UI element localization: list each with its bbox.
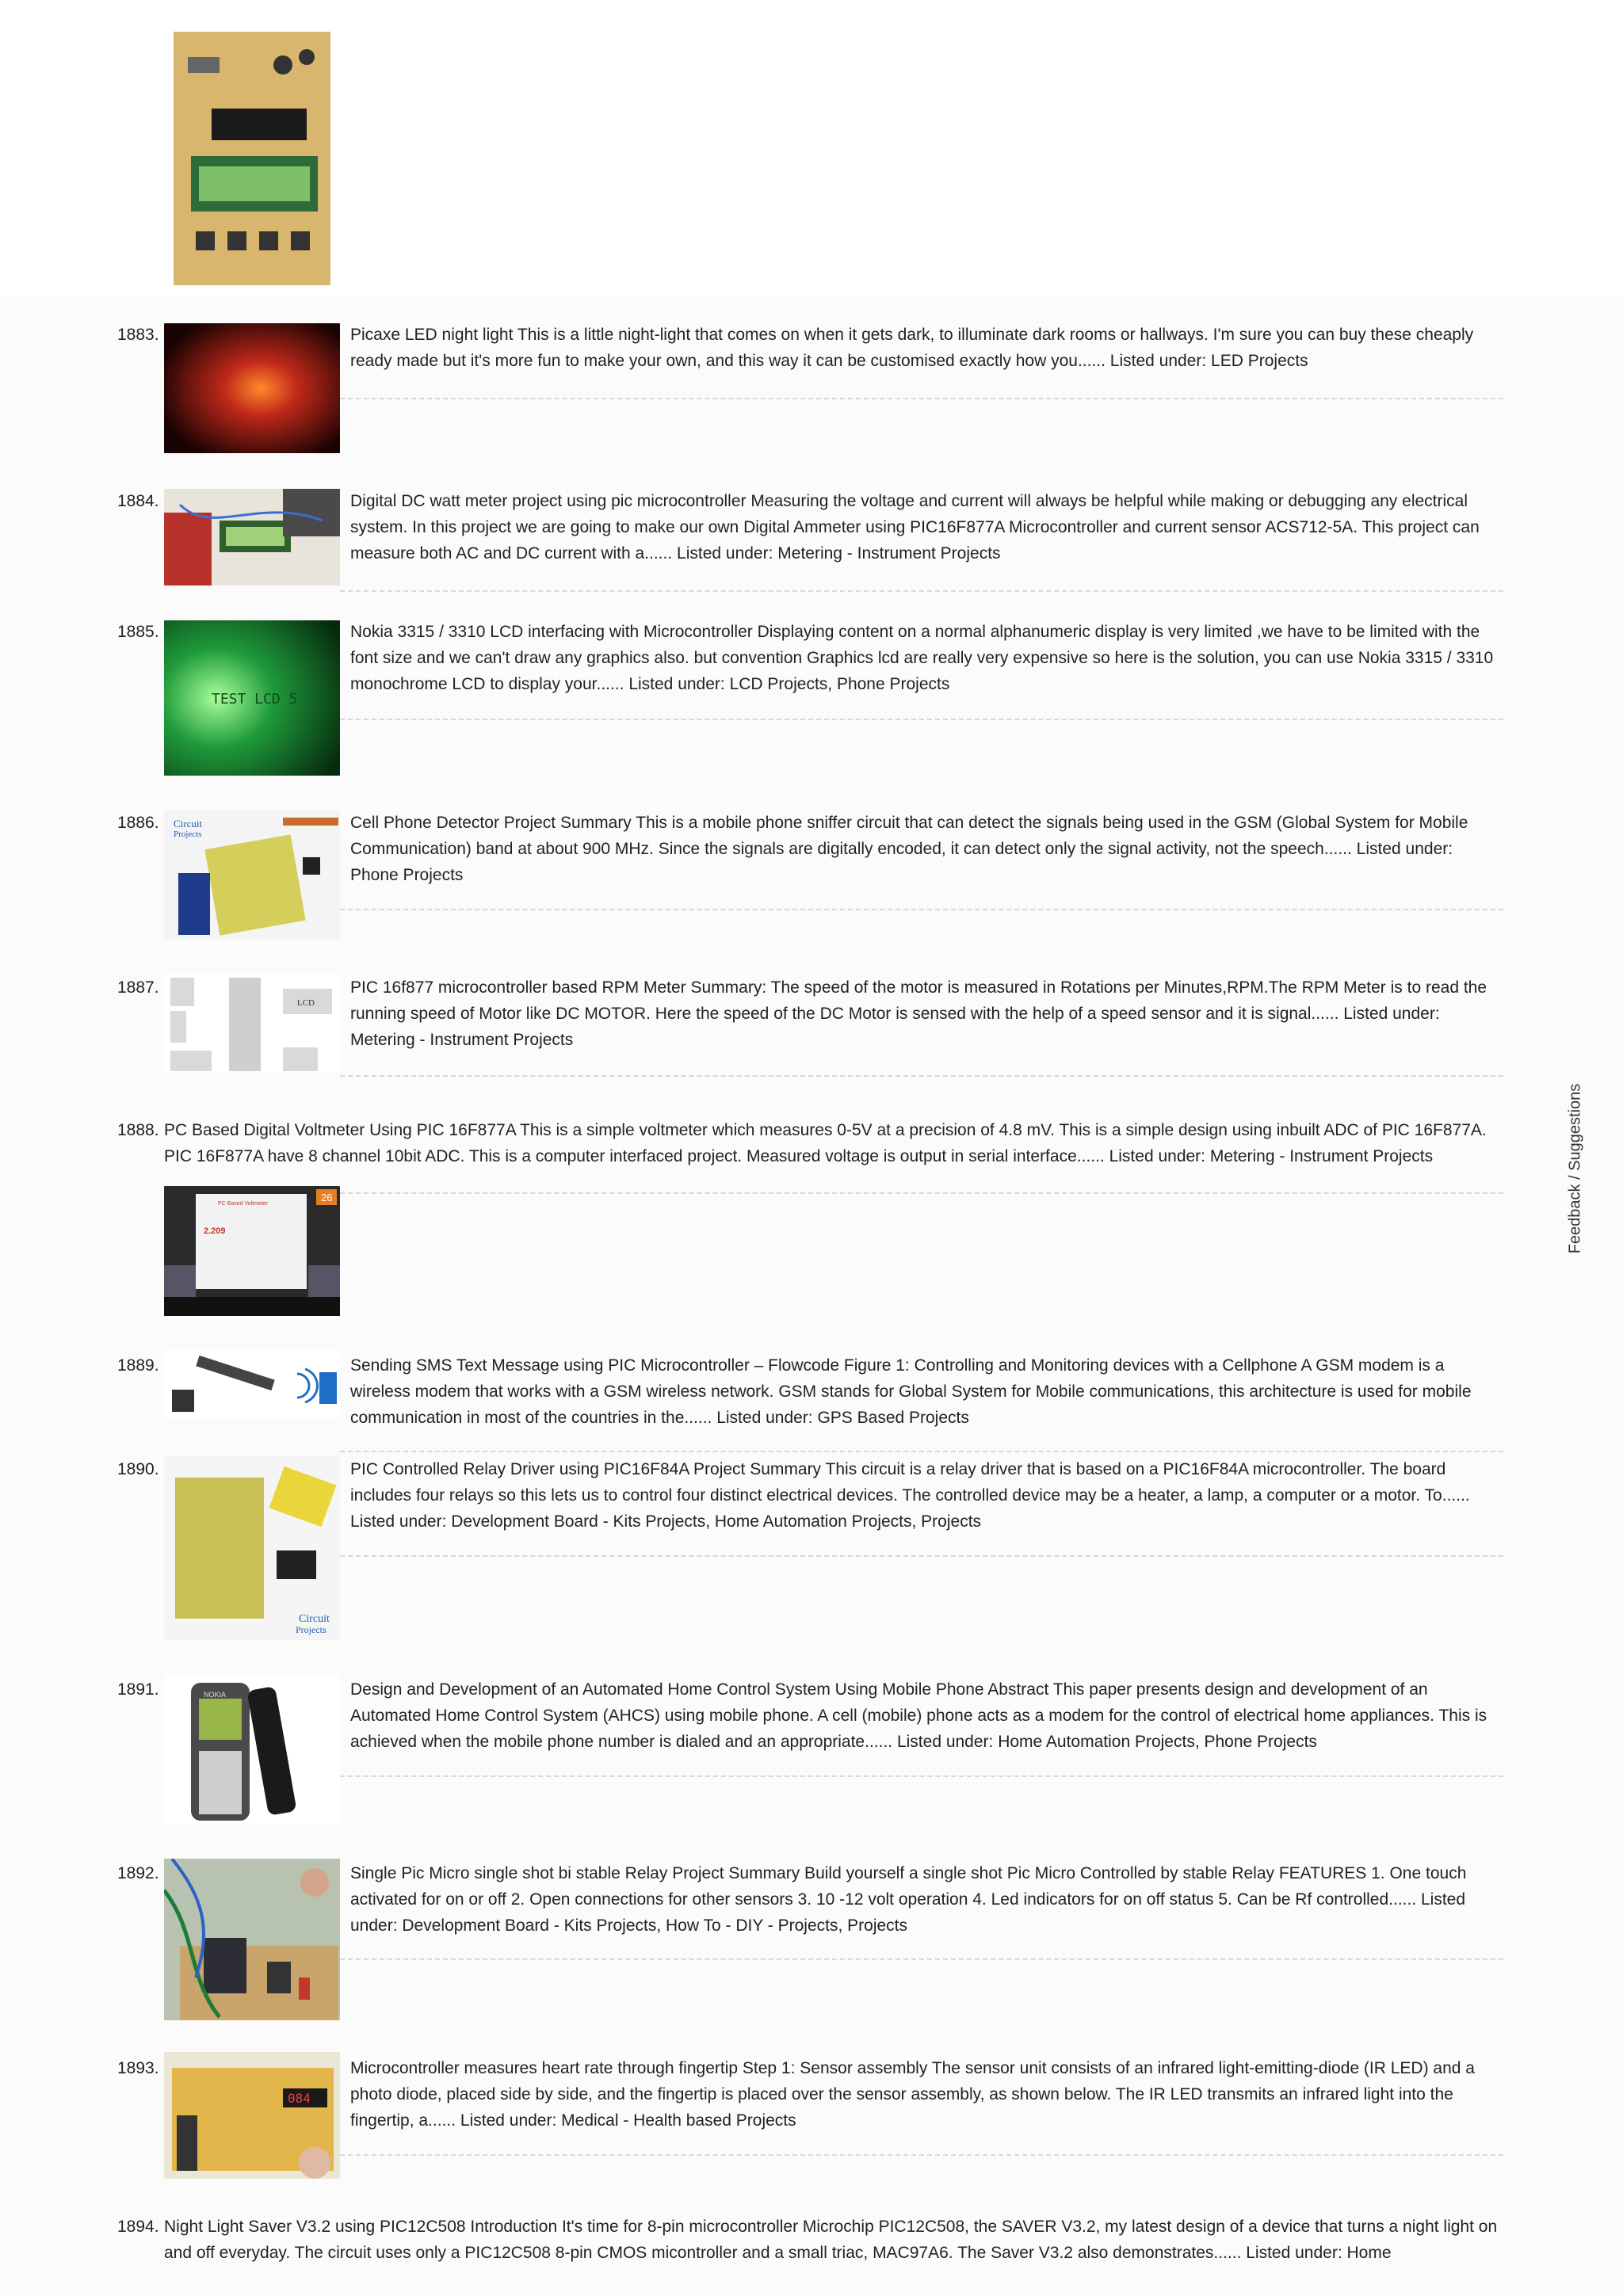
project-description[interactable]: Picaxe LED night light This is a little night-light that comes on when it gets dark, to illuminate dark rooms or hallways. I'm sure you can buy these cheaply ready made but it's more fun to make your own, and this way it can be customised exactly how you...... Listed under: LED Projects — [350, 326, 1474, 370]
item-number: 1888. — [117, 1121, 159, 1139]
project-thumbnail[interactable] — [164, 620, 340, 776]
relay-driver-image — [164, 1455, 340, 1641]
item-number: 1891. — [117, 1680, 159, 1699]
cell-phone-detector-image — [164, 810, 340, 940]
badge: 26 — [321, 1192, 333, 1203]
project-thumbnail-pcb-lcd[interactable] — [164, 25, 340, 290]
item-number: 1883. — [117, 326, 159, 344]
heart-rate-image — [164, 2052, 340, 2179]
item-divider — [340, 719, 1503, 720]
feedback-tab[interactable] — [1560, 1077, 1591, 1260]
item-divider — [340, 590, 1503, 592]
item-number: 1890. — [117, 1460, 159, 1478]
item-divider — [340, 1958, 1503, 1960]
feedback-tab-label: Feedback / Suggestions — [1566, 1083, 1584, 1254]
item-number: 1894. — [117, 2218, 159, 2236]
rpm-meter-block-diagram — [164, 974, 340, 1073]
voltmeter-title: PC Based Voltmeter — [218, 1201, 269, 1207]
project-description[interactable]: Nokia 3315 / 3310 LCD interfacing with Microcontroller Displaying content on a normal alphanumeric display is very limited ,we have to be limited with the font size and we can't draw any graphics also. but convention Graphics lcd are really very expensive so here is the solution, you can use Nokia 3315 / 3310 monochrome LCD to display your...... Listed under: LCD Projects, Phone Projects — [350, 623, 1494, 693]
project-description[interactable]: Single Pic Micro single shot bi stable Relay Project Summary Build yourself a single shot Pic Micro Controlled by stable Relay FEATURES 1. One touch activated for on or off 2. Open connections for other sensors 3. 10 -12 volt operation 4. Led indicators for on off status 5. Can be Rf controlled...... Listed under: Development Board - Kits Projects, How To - DIY - Projects, Projects — [350, 1864, 1467, 1935]
item-divider — [340, 909, 1503, 910]
pc-voltmeter-image — [164, 1186, 340, 1316]
watt-meter-image — [164, 489, 340, 585]
project-thumbnail[interactable] — [164, 1455, 340, 1641]
item-divider — [340, 398, 1503, 399]
project-thumbnail[interactable] — [164, 1350, 340, 1418]
lcd-label: LCD — [297, 998, 315, 1008]
led-night-light-image — [164, 323, 340, 453]
project-description[interactable]: Night Light Saver V3.2 using PIC12C508 Introduction It's time for 8-pin microcontroller Microchip PIC12C508, the SAVER V3.2, my latest design of a device that turns a night light on and off everyday. The circuit uses only a PIC12C508 8-pin CMOS micontroller and a small triac, MAC97A6. The Saver V3.2 also demonstrates...... Listed under: Home — [164, 2218, 1498, 2262]
nokia-phone-image — [164, 1675, 340, 1825]
item-number: 1887. — [117, 978, 159, 997]
project-thumbnail[interactable] — [164, 1675, 340, 1825]
item-number: 1889. — [117, 1356, 159, 1375]
project-description[interactable]: Sending SMS Text Message using PIC Microcontroller – Flowcode Figure 1: Controlling and Monitoring devices with a Cellphone A GSM modem is a wireless modem that works with a GSM wireless network. GSM stands for Global System for Mobile communications, this architecture is used for mobile communication in most of the countries in the...... Listed under: GPS Based Projects — [350, 1356, 1472, 1427]
lcd-test-text: TEST LCD 5 — [212, 691, 298, 707]
item-divider — [340, 2154, 1503, 2156]
phone-brand: NOKIA — [204, 1691, 227, 1699]
item-number: 1884. — [117, 492, 159, 510]
project-thumbnail[interactable] — [164, 810, 340, 940]
project-description[interactable]: PC Based Digital Voltmeter Using PIC 16F877A This is a simple voltmeter which measures 0-5V at a precision of 4.8 mV. This is a simple design using inbuilt ADC of PIC 16F877A. PIC 16F877A have 8 channel 10bit ADC. This is a computer interfaced project. Measured voltage is output in serial interface...... Listed under: Metering - Instrument Projects — [164, 1121, 1487, 1165]
item-number: 1886. — [117, 814, 159, 832]
sms-flowcode-image — [164, 1350, 340, 1418]
item-divider — [340, 1451, 1503, 1452]
project-description[interactable]: Microcontroller measures heart rate through fingertip Step 1: Sensor assembly The sensor unit consists of an infrared light-emitting-diode (IR LED) and a photo diode, placed side by side, and the fingertip is placed over the sensor assembly, as shown below. The IR LED transmits an infrared light into the fingertip, a...... Listed under: Medical - Health based Projects — [350, 2059, 1475, 2130]
project-thumbnail[interactable] — [164, 1859, 340, 2020]
heart-display: 084 — [288, 2091, 311, 2106]
item-divider — [340, 1775, 1503, 1777]
voltmeter-reading: 2.209 — [204, 1226, 226, 1236]
project-thumbnail[interactable] — [164, 489, 340, 585]
pcb-board-image — [164, 25, 340, 290]
brand-text: Projects — [296, 1624, 327, 1635]
project-description[interactable]: Digital DC watt meter project using pic microcontroller Measuring the voltage and current will always be helpful while making or debugging any electrical system. In this project we are going to make our own Digital Ammeter using PIC16F877A Microcontroller and current sensor ACS712-5A. This project can measure both AC and DC current with a...... Listed under: Metering - Instrument Projects — [350, 492, 1480, 563]
project-description[interactable]: PIC Controlled Relay Driver using PIC16F84A Project Summary This circuit is a relay driver that is based on a PIC16F84A microcontroller. The board includes four relays so this lets us to control four distinct electrical devices. The controlled device may be a heater, a lamp, a computer or a motor. To...... Listed under: Development Board - Kits Projects, Home Automation Projects, Projects — [350, 1460, 1470, 1531]
item-divider — [340, 1192, 1503, 1194]
project-thumbnail[interactable] — [164, 323, 340, 453]
brand-text: Projects — [174, 830, 202, 839]
item-divider — [340, 1075, 1503, 1077]
project-description[interactable]: PIC 16f877 microcontroller based RPM Meter Summary: The speed of the motor is measured in Rotations per Minutes,RPM.The RPM Meter is to read the running speed of Motor like DC MOTOR. Here the speed of the DC Motor is sensed with the help of a speed sensor and it is signal...... Listed under: Metering - Instrument Projects — [350, 978, 1487, 1049]
project-thumbnail[interactable] — [164, 974, 340, 1073]
project-thumbnail[interactable] — [164, 1186, 340, 1316]
item-number: 1885. — [117, 623, 159, 641]
bistable-relay-image — [164, 1859, 340, 2020]
brand-text: Circuit — [299, 1613, 330, 1625]
item-divider — [340, 1555, 1503, 1557]
item-number: 1892. — [117, 1864, 159, 1882]
project-description[interactable]: Cell Phone Detector Project Summary This is a mobile phone sniffer circuit that can detect the signals being used in the GSM (Global System for Mobile Communication) band at about 900 MHz. Since the signals are digitally encoded, it can detect only the signal activity, not the speech...... Listed under: Phone Projects — [350, 814, 1468, 884]
project-description[interactable]: Design and Development of an Automated Home Control System Using Mobile Phone Abstract This paper presents design and development of an Automated Home Control System (AHCS) using mobile phone. A cell (mobile) phone acts as a modem for the control of electrical home appliances. This is achieved when the mobile phone number is dialed and an appropriate...... Listed under: Home Automation Projects, Phone Projects — [350, 1680, 1487, 1751]
nokia-lcd-image — [164, 620, 340, 776]
brand-text: Circuit — [174, 818, 203, 830]
project-thumbnail[interactable] — [164, 2052, 340, 2179]
item-number: 1893. — [117, 2059, 159, 2077]
